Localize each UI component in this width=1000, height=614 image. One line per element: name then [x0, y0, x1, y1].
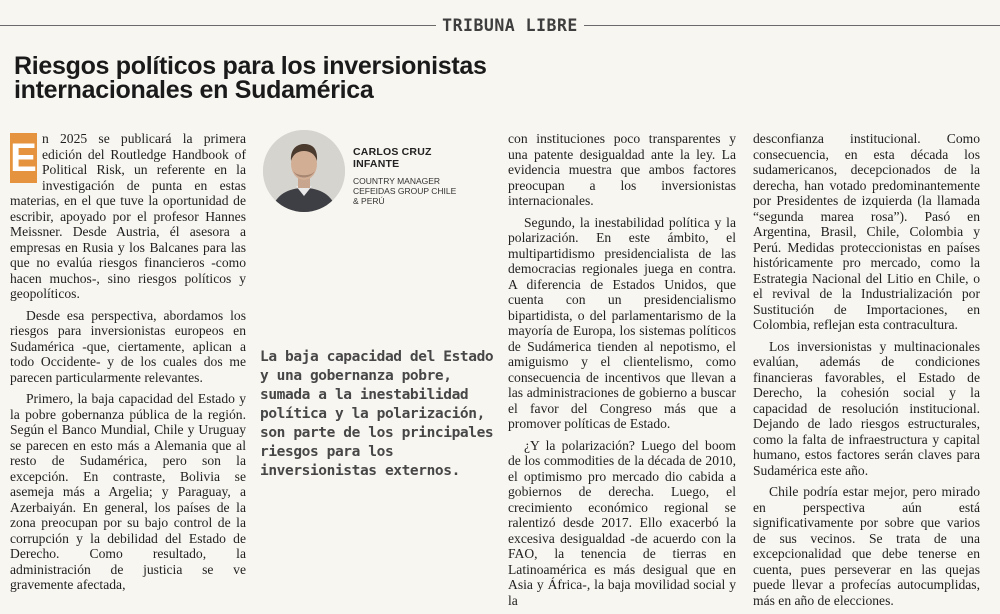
article-column-1 — [10, 131, 246, 599]
author-name: CARLOS CRUZ INFANTE — [353, 146, 432, 170]
body-paragraph: Primero, la baja capacidad del Estado y la pobre gobernanza pública de la región. Según el Banco Mundial, Chile y Uruguay se parecen en esto más a Alemania que al resto de Sudamérica, pero son la excepción. En contraste, Bolivia se asemeja más a Argelia; y Paraguay, a Azerbaiyán. En general, los países de la zona preocupan por su bajo control de la corrupción y la debilidad del Estado de Derecho. Como resultado, la administración de justicia se ve gravemente afectada, — [10, 391, 246, 592]
section-rule-right — [584, 25, 1000, 26]
article-column-4 — [753, 131, 980, 614]
body-paragraph: desconfianza institucional. Como consecuencia, en esta década los sudamericanos, decepcionados de la derecha, han votado predominantemente por Presidentes de izquierda (la llamada “segunda marea rosa”). Pasó en Argentina, Brasil, Chile, Colombia y Perú. Medidas proteccionistas en países históricamente pro mercado, como la Estrategia Nacional del Litio en Chile, o el revival de la Industrialización por Sustitución de Importaciones, en Colombia, reflejan esta contracultura. — [753, 131, 980, 332]
body-paragraph: Los inversionistas y multinacionales evalúan, además de condiciones financieras favorables, el Estado de Derecho, la cohesión social y la capacidad de resolución institucional. Dejando de lado riesgos estructurales, como la falta de infraestructura y capital humano, estos factores serán claves para Sudamérica este año. — [753, 338, 980, 478]
body-paragraph: con instituciones poco transparentes y una patente desigualdad ante la ley. La evidencia muestra que ambos factores preocupan a los inversionistas internacionales. — [508, 131, 736, 208]
section-header — [0, 16, 1000, 36]
body-paragraph: Segundo, la inestabilidad política y la polarización. En este ámbito, el multipartidismo presidencialista de las democracias regionales juega en contra. A diferencia de Estados Unidos, que cuenta con un presidencialismo bipartidista, o del parlamentarismo de la mayoría de Europa, los sistemas políticos de Sudámerica tienden al nepotismo, el amiguismo y el clientelismo, como consecuencia de incentivos que llevan a las administraciones de gobierno a buscar el favor del Congreso más que a promover políticas de Estado. — [508, 214, 736, 431]
section-label: TRIBUNA LIBRE — [442, 16, 578, 35]
article-column-3 — [508, 131, 736, 614]
article-headline: Riesgos políticos para los inversionistas internacionales en Sudamérica — [14, 52, 487, 104]
author-role: COUNTRY MANAGER CEFEIDAS GROUP CHILE & PERÚ — [353, 176, 457, 206]
drop-cap: E — [10, 133, 37, 183]
author-portrait-icon — [263, 130, 345, 212]
author-portrait-svg — [263, 130, 345, 212]
body-paragraph: Chile podría estar mejor, pero mirado en perspectiva aún está significativamente por sobre que varios de sus vecinos. Se trata de una excepcionalidad que debe tenerse en cuenta, pues perseverar en las quejas puede llevar a profecías autocumplidas, más en año de elecciones. — [753, 484, 980, 608]
section-rule-left — [0, 25, 436, 26]
pull-quote: La baja capacidad del Estado y una gobernanza pobre, sumada a la inestabilidad política y la polarización, son parte de los principales riesgos para los inversionistas externos. — [260, 349, 494, 479]
body-paragraph: Desde esa perspectiva, abordamos los riesgos para inversionistas europeos en Sudamérica -que, ciertamente, aplican a todo Occidente- y de los cuales dos me parecen particularmente relevantes. — [10, 307, 246, 385]
author-byline — [353, 146, 503, 206]
body-paragraph: E n 2025 se publicará la primera edición del Routledge Handbook of Political Risk, un referente en la investigación de punta en estas materias, en el que tuve la oportunidad de escribir, apoyado por el profesor Hannes Meissner. Desde Austria, él asesora a empresas en Rusia y los Balcanes para las que no evalúa riesgos financieros -como hacen muchos-, sino riesgos políticos y geopolíticos. — [10, 131, 246, 301]
body-paragraph: ¿Y la polarización? Luego del boom de los commodities de la década de 2010, el optimismo pro mercado dio cabida a gobiernos de derecha. Luego, el crecimiento económico regional se ralentizó desde 2017. Ello exacerbó la excesiva desigualdad -de acuerdo con la FAO, la tenencia de tierras en Latinoamérica es más desigual que en Asia y África-, la baja movilidad social y la — [508, 437, 736, 608]
